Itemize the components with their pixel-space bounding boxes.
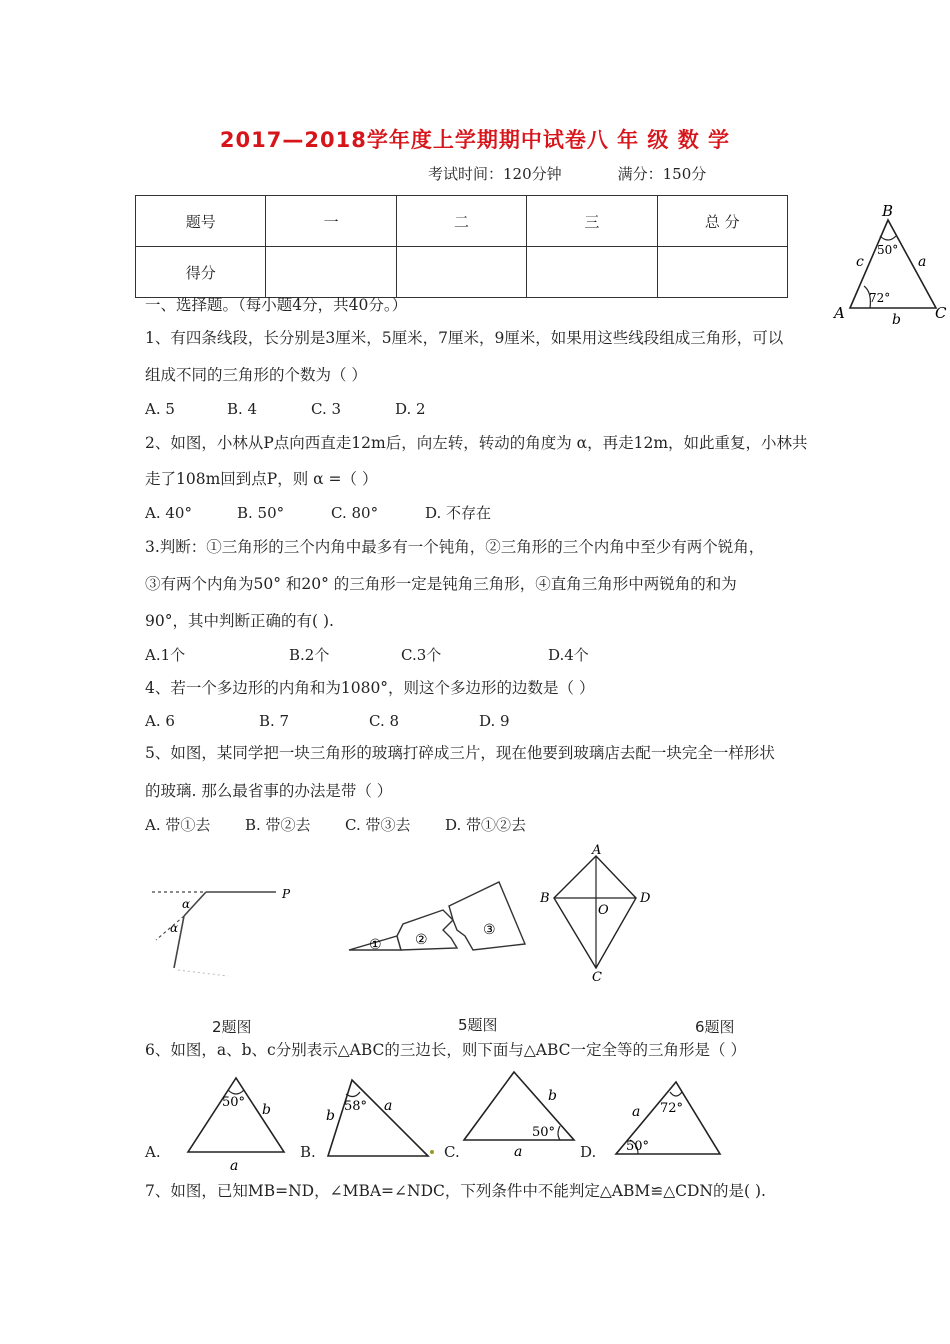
ref-label-A: A — [834, 304, 845, 322]
optB-angle: 58° — [344, 1099, 368, 1114]
fig5-piece-3: ③ — [483, 922, 496, 938]
q3-line1: 3.判断：①三角形的三个内角中最多有一个钝角，②三角形的三个内角中至少有两个锐角， — [145, 538, 765, 556]
q3-option-a[interactable]: A.1个 — [145, 646, 186, 664]
section-heading: 一、选择题。（每小题4分，共40分。） — [145, 296, 408, 314]
q2-option-a[interactable]: A. 40° — [145, 504, 192, 522]
optC-side-a: a — [514, 1144, 523, 1160]
score-head-part2: 二 — [396, 196, 526, 247]
q5-option-d[interactable]: D. 带①②去 — [445, 816, 527, 834]
q5-option-c[interactable]: C. 带③去 — [345, 816, 411, 834]
q4-line1: 4、若一个多边形的内角和为1080°，则这个多边形的边数是（ ） — [145, 679, 595, 697]
score-cell-part2[interactable] — [396, 247, 526, 298]
q5-line2: 的玻璃. 那么最省事的办法是带（ ） — [145, 782, 393, 800]
q2-line1: 2、如图，小林从P点向西直走12m后，向左转，转动的角度为 α，再走12m，如此重复，小林共 — [145, 434, 808, 452]
q3-options — [145, 648, 589, 663]
q3-option-b[interactable]: B.2个 — [289, 646, 330, 664]
q6-option-d-letter[interactable]: D. — [580, 1143, 597, 1161]
optA-side-b: b — [262, 1102, 271, 1118]
q5-line1: 5、如图，某同学把一块三角形的玻璃打碎成三片，现在他要到玻璃店去配一块完全一样形状 — [145, 744, 775, 762]
q5-option-a[interactable]: A. 带①去 — [145, 816, 211, 834]
score-cell-part1[interactable] — [266, 247, 396, 298]
optD-angle-top: 72° — [660, 1101, 684, 1116]
optB-side-b: b — [326, 1108, 335, 1124]
fig2-alpha-upper: α — [182, 897, 191, 911]
q4-option-d[interactable]: D. 9 — [479, 712, 510, 730]
figure-q2-path — [148, 880, 308, 980]
exam-info — [428, 163, 762, 184]
q3-option-d[interactable]: D.4个 — [548, 646, 589, 664]
page-title: 2017—2018学年度上学期期中试卷八 年 级 数 学 — [219, 128, 731, 152]
optA-angle: 50° — [222, 1095, 246, 1110]
q5-option-b[interactable]: B. 带②去 — [245, 816, 311, 834]
q1-option-d[interactable]: D. 2 — [395, 400, 426, 418]
q4-option-b[interactable]: B. 7 — [259, 712, 290, 730]
optC-angle: 50° — [532, 1125, 556, 1140]
q6-option-d-triangle[interactable] — [608, 1074, 728, 1164]
fig6-label-O: O — [598, 903, 609, 918]
q2-option-b[interactable]: B. 50° — [237, 504, 285, 522]
q1-line1: 1、有四条线段，长分别是3厘米，5厘米，7厘米，9厘米，如果用这些线段组成三角形，可以 — [145, 329, 784, 347]
score-cell-total[interactable] — [657, 247, 787, 298]
optB-side-a: a — [384, 1098, 393, 1114]
q2-option-d[interactable]: D. 不存在 — [425, 504, 492, 522]
q7-line1: 7、如图，已知MB=ND，∠MBA=∠NDC，下列条件中不能判定△ABM≌△CDN的是( ). — [145, 1182, 766, 1200]
score-table — [135, 195, 788, 298]
fig6-label-D: D — [640, 891, 651, 906]
fig5-piece-2: ② — [415, 932, 428, 948]
score-cell-part3[interactable] — [527, 247, 657, 298]
q1-options — [145, 402, 426, 417]
caption-fig6: 6题图 — [695, 1018, 735, 1036]
stray-dot — [430, 1150, 434, 1154]
q2-option-c[interactable]: C. 80° — [331, 504, 379, 522]
fig6-label-B: B — [540, 891, 550, 906]
score-row-label: 得分 — [136, 247, 266, 298]
optD-angle-left: 50° — [626, 1139, 650, 1154]
fig5-piece-1: ① — [369, 937, 382, 953]
score-head-total: 总 分 — [657, 196, 787, 247]
fig6-label-C: C — [592, 970, 602, 984]
figure-q5-broken-glass — [345, 878, 535, 958]
fig6-label-A: A — [592, 843, 602, 858]
q2-line2: 走了108m回到点P，则 α =（ ） — [145, 470, 378, 488]
q6-option-c-letter[interactable]: C. — [444, 1143, 460, 1161]
q1-option-c[interactable]: C. 3 — [311, 400, 342, 418]
q2-options — [145, 506, 491, 521]
figure-q6-kite — [536, 840, 660, 984]
ref-angle-A: 72° — [869, 291, 891, 305]
ref-side-c: c — [856, 254, 864, 270]
score-head-part3: 三 — [527, 196, 657, 247]
score-head-label: 题号 — [136, 196, 266, 247]
exam-time: 考试时间：120分钟 — [428, 165, 562, 183]
optC-side-b: b — [548, 1088, 557, 1104]
q6-option-b-letter[interactable]: B. — [300, 1143, 316, 1161]
fig2-label-P: P — [282, 887, 291, 901]
q4-option-a[interactable]: A. 6 — [145, 712, 175, 730]
q4-options — [145, 714, 510, 729]
ref-label-B: B — [882, 202, 894, 220]
q3-line3: 90°，其中判断正确的有( ). — [145, 612, 334, 630]
q3-option-c[interactable]: C.3个 — [401, 646, 442, 664]
full-score: 满分：150分 — [617, 165, 707, 183]
score-table-score-row — [136, 247, 788, 298]
q1-option-a[interactable]: A. 5 — [145, 400, 175, 418]
q6-line1: 6、如图，a、b、c分别表示△ABC的三边长，则下面与△ABC一定全等的三角形是（ ） — [145, 1041, 746, 1059]
q1-option-b[interactable]: B. 4 — [227, 400, 258, 418]
score-head-part1: 一 — [266, 196, 396, 247]
optD-side-a: a — [632, 1104, 641, 1120]
ref-side-a: a — [918, 254, 927, 270]
q3-line2: ③有两个内角为50° 和20° 的三角形一定是钝角三角形，④直角三角形中两锐角的和为 — [145, 575, 737, 593]
ref-side-b: b — [892, 312, 901, 326]
caption-fig5: 5题图 — [458, 1016, 498, 1034]
score-table-head-row — [136, 196, 788, 247]
q6-option-c-triangle[interactable] — [460, 1068, 580, 1160]
q1-line2: 组成不同的三角形的个数为（ ） — [145, 366, 367, 384]
caption-fig2: 2题图 — [212, 1018, 252, 1036]
q6-option-b-triangle[interactable] — [318, 1072, 438, 1164]
optA-side-a: a — [230, 1158, 239, 1174]
q6-option-a-triangle[interactable] — [178, 1070, 298, 1174]
q4-option-c[interactable]: C. 8 — [369, 712, 400, 730]
reference-triangle-figure — [832, 198, 950, 326]
fig2-alpha-lower: α — [170, 921, 179, 935]
ref-angle-B: 50° — [877, 243, 899, 257]
q6-option-a-letter[interactable]: A. — [145, 1143, 161, 1161]
q5-options — [145, 818, 526, 833]
ref-label-C: C — [935, 304, 947, 322]
